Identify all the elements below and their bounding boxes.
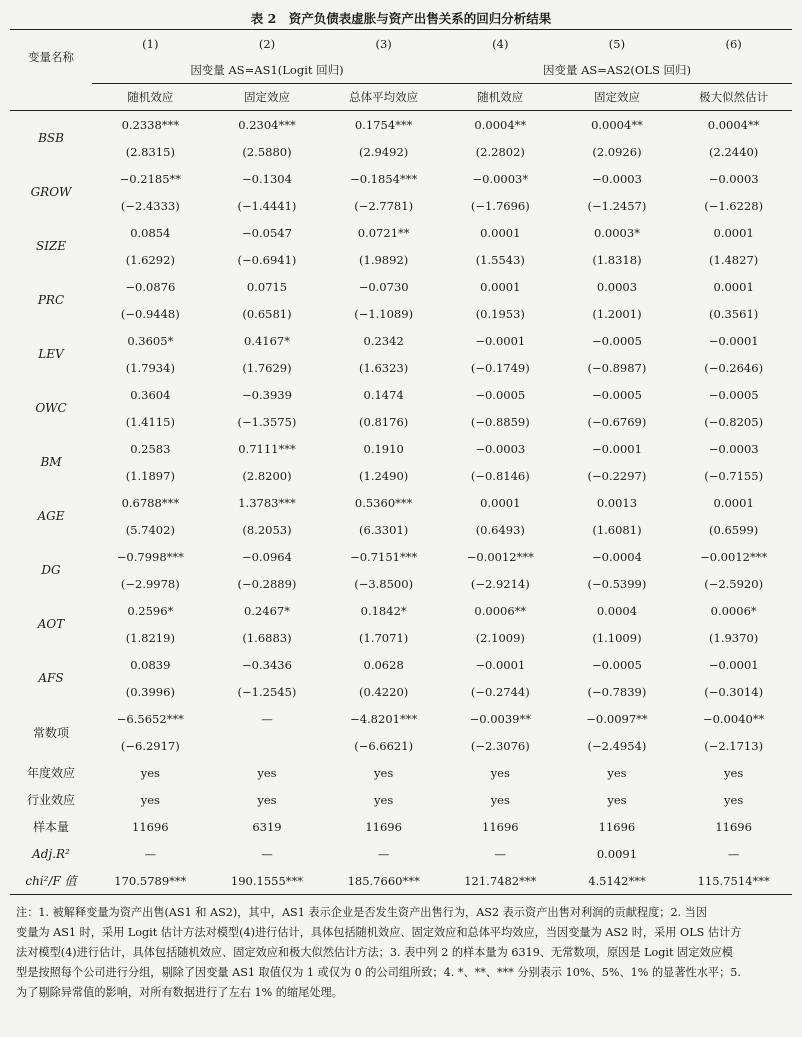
tstat-cell: (1.1897) (125, 468, 175, 483)
tstat-cell: (−0.2297) (587, 468, 647, 483)
tstat-cell: (−0.5399) (587, 576, 647, 591)
coef-cell: −0.0003 (708, 171, 759, 186)
summary-cell: 115.7514*** (675, 867, 792, 895)
tstat-row (10, 246, 792, 273)
tstat-cell: (−1.7696) (470, 198, 530, 213)
coef-cell: 0.0006* (710, 603, 757, 618)
tstat-cell: (2.0926) (592, 144, 642, 159)
coef-cell: −0.0005 (592, 387, 642, 402)
tstat-cell: (−0.2646) (704, 360, 764, 375)
coef-cell: 0.1754*** (354, 117, 413, 132)
summary-cell: yes (374, 792, 394, 807)
coef-cell: 0.3605* (127, 333, 174, 348)
coef-cell: −0.0001 (475, 333, 526, 348)
model-header: 随机效应 (92, 84, 209, 111)
variable-name: AGE (37, 509, 65, 523)
tstat-cell: (−2.1713) (704, 738, 764, 753)
summary-cell: — (377, 846, 390, 861)
tstat-cell: (1.4115) (125, 414, 175, 429)
coef-cell: 0.5360*** (354, 495, 413, 510)
coef-cell: −0.1854*** (350, 171, 418, 186)
note-line: 变量为 AS1 时，采用 Logit 估计方法对模型(4)进行估计，具体包括随机效应、固定效应和总体平均效应，当因变量为 AS2 时，采用 OLS 估计方 (16, 926, 742, 939)
summary-cell: yes (724, 765, 744, 780)
coef-cell: 0.0001 (480, 225, 521, 240)
coef-cell: 0.0003* (593, 225, 640, 240)
coef-cell: −0.7151*** (350, 549, 418, 564)
tstat-cell: (2.2440) (709, 144, 759, 159)
tstat-cell: (0.3996) (125, 684, 175, 699)
coef-cell: −0.0001 (475, 657, 526, 672)
tstat-cell: (0.4220) (359, 684, 409, 699)
summary-label: Adj.R² (32, 846, 70, 861)
tstat-cell: (0.6581) (242, 306, 292, 321)
coef-cell: −0.0012*** (466, 549, 534, 564)
tstat-cell: (0.3561) (709, 306, 759, 321)
coef-cell: 0.0721** (357, 225, 410, 240)
tstat-cell: (−0.3014) (704, 684, 764, 699)
table-title: 表 2 资产负债表虚胀与资产出售关系的回归分析结果 (250, 11, 552, 26)
tstat-cell: (1.8318) (592, 252, 642, 267)
variable-name: BM (40, 455, 62, 469)
note-line: 注：1. 被解释变量为资产出售(AS1 和 AS2)，其中，AS1 表示企业是否发生资产出售行为，AS2 表示资产出售对利润的贡献程度；2. 当因 (16, 906, 708, 919)
tstat-cell: (2.1009) (475, 630, 525, 645)
variable-name: PRC (37, 293, 65, 307)
coef-cell: −0.0040** (702, 711, 765, 726)
coef-cell: −0.0003 (708, 441, 759, 456)
coef-row (10, 165, 792, 192)
summary-cell: yes (257, 792, 277, 807)
coef-cell: 0.0001 (713, 279, 754, 294)
tstat-cell: (−0.2744) (470, 684, 530, 699)
coef-cell: 0.0001 (713, 225, 754, 240)
coef-cell: −0.0005 (592, 333, 642, 348)
paper-page (10, 0, 792, 1003)
tstat-cell: (−0.8859) (470, 414, 530, 429)
model-header: 固定效应 (209, 84, 326, 111)
summary-cell: 11696 (598, 819, 636, 834)
coef-cell: −0.0003 (475, 441, 526, 456)
tstat-cell: (−0.6769) (587, 414, 647, 429)
coef-cell: −0.0003 (592, 171, 642, 186)
coef-row (10, 597, 792, 624)
tstat-cell: (1.9892) (359, 252, 409, 267)
variable-name: AOT (37, 617, 65, 631)
coef-cell: 0.6788*** (121, 495, 180, 510)
summary-label: 行业效应 (26, 793, 75, 807)
coef-cell: −0.0003* (472, 171, 529, 186)
coef-cell: 0.2583 (130, 441, 171, 456)
tstat-cell: (1.9370) (709, 630, 759, 645)
coef-row (10, 273, 792, 300)
model-header: 固定效应 (559, 84, 676, 111)
coef-cell: −0.1304 (242, 171, 292, 186)
summary-cell: yes (374, 765, 394, 780)
coef-cell: −4.8201*** (350, 711, 418, 726)
tstat-cell (209, 732, 326, 759)
header-spacer (10, 84, 92, 111)
tstat-cell: (1.7071) (359, 630, 409, 645)
tstat-row (10, 192, 792, 219)
coef-cell: 0.2467* (243, 603, 290, 618)
coef-cell: −0.0001 (708, 333, 759, 348)
coef-cell: 0.0854 (130, 225, 171, 240)
tstat-cell: (−6.2917) (120, 738, 180, 753)
coef-row (10, 327, 792, 354)
tstat-cell: (−0.8987) (587, 360, 647, 375)
coef-cell: 0.0004 (596, 603, 638, 618)
summary-row (10, 759, 792, 786)
coef-cell: 0.3604 (130, 387, 171, 402)
col-number: (2) (209, 30, 326, 58)
summary-cell: — (261, 846, 273, 861)
tstat-cell: (−1.4441) (237, 198, 297, 213)
variable-name: LEV (38, 347, 64, 361)
coef-cell: 0.2342 (363, 333, 404, 348)
coef-cell: 0.4167* (243, 333, 290, 348)
tstat-cell: (1.6081) (592, 522, 642, 537)
summary-cell: yes (140, 792, 160, 807)
tstat-cell: (0.6493) (475, 522, 525, 537)
tstat-cell: (−2.5920) (704, 576, 764, 591)
coef-row (10, 543, 792, 570)
tstat-cell: (1.8219) (125, 630, 175, 645)
coef-cell: −0.0004 (592, 549, 642, 564)
tstat-cell: (0.6599) (709, 522, 759, 537)
coef-cell: 0.0001 (713, 495, 754, 510)
tstat-cell: (2.8200) (242, 468, 292, 483)
tstat-cell: (2.9492) (359, 144, 409, 159)
coef-row (10, 435, 792, 462)
summary-cell: yes (490, 765, 510, 780)
coef-cell: −0.0097** (586, 711, 648, 726)
tstat-cell: (0.1953) (475, 306, 525, 321)
coef-row (10, 489, 792, 516)
col-number: (4) (442, 30, 559, 58)
coef-row (10, 381, 792, 408)
coef-cell: −0.0876 (125, 279, 176, 294)
coef-cell: 0.1474 (363, 387, 404, 402)
coef-cell: 0.1842* (360, 603, 407, 618)
summary-cell: yes (724, 792, 744, 807)
coef-cell: −0.3436 (242, 657, 292, 672)
summary-cell: yes (257, 765, 277, 780)
coef-row (10, 111, 792, 139)
tstat-cell: (−0.7155) (704, 468, 764, 483)
coef-cell: −0.7998*** (116, 549, 184, 564)
tstat-cell: (−2.4954) (587, 738, 647, 753)
summary-cell: — (727, 846, 740, 861)
summary-cell: 185.7660*** (325, 867, 442, 895)
summary-row (10, 786, 792, 813)
coef-cell: −6.5652*** (116, 711, 184, 726)
summary-label: 样本量 (32, 820, 69, 834)
note-line: 法对模型(4)进行估计，具体包括随机效应、固定效应和极大似然估计方法；3. 表中列 2 的样本量为 6319、无常数项，原因是 Logit 固定效应模 (16, 946, 733, 959)
coef-cell: −0.0039** (469, 711, 531, 726)
group-header-as1: 因变量 AS=AS1(Logit 回归) (92, 57, 442, 84)
summary-row (10, 813, 792, 840)
summary-label: chi²/F 值 (10, 867, 92, 895)
coef-cell: −0.3939 (242, 387, 292, 402)
coef-cell: −0.0005 (708, 387, 759, 402)
coef-cell: 0.0006** (474, 603, 527, 618)
coef-cell: −0.0001 (592, 441, 642, 456)
coef-cell: −0.0012*** (700, 549, 768, 564)
tstat-row (10, 354, 792, 381)
col-number: (3) (325, 30, 442, 58)
tstat-cell: (1.6323) (359, 360, 409, 375)
note-line: 为了剔除异常值的影响，对所有数据进行了左右 1% 的缩尾处理。 (16, 986, 343, 999)
summary-cell: yes (140, 765, 160, 780)
model-header: 极大似然估计 (675, 84, 792, 111)
tstat-cell: (1.6883) (242, 630, 292, 645)
summary-cell: yes (490, 792, 510, 807)
coef-cell: 0.0004** (707, 117, 760, 132)
summary-cell: 4.5142*** (559, 867, 676, 895)
coef-cell: 1.3783*** (238, 495, 296, 510)
coef-row (10, 651, 792, 678)
model-header: 随机效应 (442, 84, 559, 111)
coef-cell: −0.0005 (475, 387, 526, 402)
regression-table (10, 29, 792, 895)
tstat-cell: (−2.4333) (120, 198, 180, 213)
variable-name: SIZE (35, 239, 67, 253)
tstat-row (10, 570, 792, 597)
coef-cell: 0.0004** (474, 117, 527, 132)
tstat-cell: (8.2053) (242, 522, 292, 537)
coef-row (10, 705, 792, 732)
tstat-row (10, 300, 792, 327)
coef-cell: 0.0004** (591, 117, 643, 132)
coef-cell: −0.2185** (119, 171, 182, 186)
summary-cell: 170.5789*** (92, 867, 209, 895)
tstat-cell: (1.6292) (125, 252, 175, 267)
summary-cell: 11696 (365, 819, 402, 834)
summary-cell: 0.0091 (596, 846, 638, 861)
tstat-cell: (−2.3076) (470, 738, 530, 753)
tstat-cell: (2.2802) (475, 144, 525, 159)
tstat-cell: (−0.1749) (470, 360, 530, 375)
coef-cell: 0.0003 (596, 279, 638, 294)
summary-cell: — (494, 846, 507, 861)
tstat-cell: (1.7934) (125, 360, 175, 375)
tstat-cell: (2.8315) (125, 144, 175, 159)
coef-cell: 0.0013 (596, 495, 638, 510)
col-number: (6) (675, 30, 792, 58)
tstat-cell: (0.8176) (359, 414, 409, 429)
model-header: 总体平均效应 (325, 84, 442, 111)
summary-cell: 6319 (252, 819, 282, 834)
coef-cell: −0.0001 (708, 657, 759, 672)
tstat-cell: (1.4827) (709, 252, 759, 267)
tstat-cell: (−0.9448) (120, 306, 180, 321)
summary-cell: 121.7482*** (442, 867, 559, 895)
tstat-cell: (2.5880) (242, 144, 292, 159)
tstat-cell: (−1.6228) (704, 198, 764, 213)
tstat-cell: (−0.6941) (237, 252, 297, 267)
tstat-cell: (−3.8500) (354, 576, 414, 591)
coef-row (10, 219, 792, 246)
tstat-row (10, 516, 792, 543)
tstat-cell: (1.2490) (359, 468, 409, 483)
coef-cell: 0.0839 (130, 657, 171, 672)
tstat-row (10, 138, 792, 165)
variable-name: 常数项 (32, 725, 69, 740)
tstat-cell: (−2.7781) (354, 198, 414, 213)
tstat-cell: (1.1009) (592, 630, 642, 645)
col-number: (5) (559, 30, 676, 58)
coef-cell: 0.1910 (363, 441, 404, 456)
tstat-row (10, 408, 792, 435)
table-notes (10, 903, 792, 1003)
variable-header: 变量名称 (10, 30, 92, 84)
summary-cell: 11696 (482, 819, 519, 834)
tstat-row (10, 732, 792, 759)
variable-name: GROW (30, 185, 72, 199)
tstat-cell: (6.3301) (359, 522, 409, 537)
note-line: 型是按照每个公司进行分组，剔除了因变量 AS1 取值仅为 1 或仅为 0 的公司组所致；4. *、**、*** 分别表示 10%、5%、1% 的显著性水平；5. (16, 966, 741, 979)
coef-cell: 0.0628 (363, 657, 404, 672)
coef-cell: 0.0001 (480, 495, 521, 510)
summary-cell: — (144, 846, 157, 861)
summary-cell: yes (607, 765, 627, 780)
variable-name: OWC (35, 401, 67, 415)
col-number: (1) (92, 30, 209, 58)
tstat-cell: (−6.6621) (354, 738, 414, 753)
tstat-row (10, 624, 792, 651)
tstat-cell: (−0.8146) (470, 468, 530, 483)
summary-cell: 11696 (132, 819, 169, 834)
coef-cell: −0.0964 (242, 549, 292, 564)
coef-cell: 0.0001 (480, 279, 521, 294)
tstat-cell: (−0.7839) (587, 684, 647, 699)
coef-cell: 0.2596* (127, 603, 174, 618)
tstat-cell: (1.5543) (475, 252, 525, 267)
summary-cell: 190.1555*** (209, 867, 326, 895)
tstat-cell: (−1.3575) (237, 414, 297, 429)
tstat-cell: (5.7402) (125, 522, 175, 537)
table-body (10, 111, 792, 895)
summary-row (10, 867, 792, 895)
variable-name: BSB (38, 131, 64, 145)
coef-cell: −0.0547 (242, 225, 292, 240)
tstat-cell: (−1.2545) (237, 684, 297, 699)
tstat-cell: (−2.9214) (470, 576, 530, 591)
coef-cell: −0.0005 (592, 657, 642, 672)
tstat-cell: (1.2001) (592, 306, 642, 321)
summary-cell: yes (607, 792, 627, 807)
coef-cell: −0.0730 (358, 279, 409, 294)
tstat-cell: (−0.8205) (704, 414, 764, 429)
tstat-cell: (1.7629) (242, 360, 292, 375)
tstat-row (10, 678, 792, 705)
variable-name: AFS (38, 671, 64, 685)
summary-row (10, 840, 792, 867)
tstat-cell: (−2.9978) (120, 576, 180, 591)
tstat-row (10, 462, 792, 489)
variable-name: DG (41, 563, 61, 577)
coef-cell: 0.7111*** (238, 441, 296, 456)
group-header-as2: 因变量 AS=AS2(OLS 回归) (442, 57, 792, 84)
coef-cell: 0.2304*** (238, 117, 296, 132)
coef-cell: 0.0715 (246, 279, 288, 294)
tstat-cell: (−0.2889) (237, 576, 297, 591)
summary-cell: 11696 (715, 819, 752, 834)
tstat-cell: (−1.1089) (354, 306, 414, 321)
coef-cell: 0.2338*** (121, 117, 180, 132)
summary-label: 年度效应 (26, 766, 75, 780)
coef-cell: — (261, 711, 273, 726)
tstat-cell: (−1.2457) (587, 198, 647, 213)
